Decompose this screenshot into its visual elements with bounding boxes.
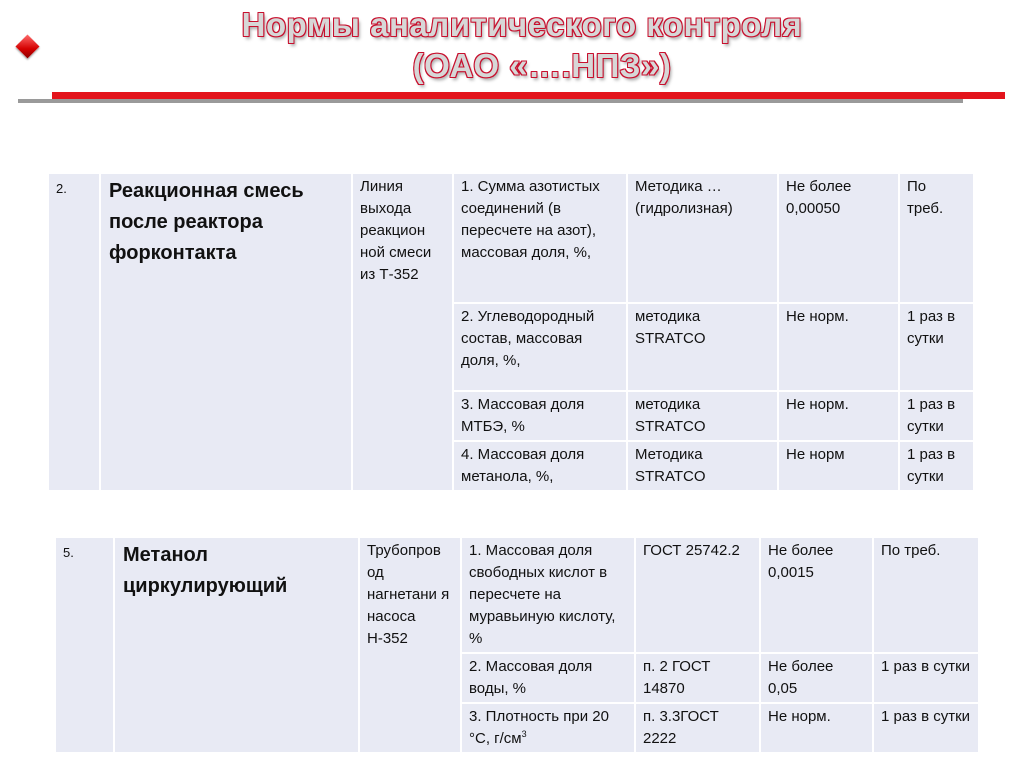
frequency-cell: 1 раз в сутки (899, 391, 974, 441)
method-cell: методика STRATCO (627, 391, 778, 441)
indicator-cell (461, 703, 635, 753)
method-cell: ГОСТ 25742.2 (635, 537, 760, 653)
method-cell: п. 2 ГОСТ 14870 (635, 653, 760, 703)
norm-cell: Не норм. (760, 703, 873, 753)
norm-cell: Не более 0,0015 (760, 537, 873, 653)
norm-cell: Не более 0,00050 (778, 173, 899, 303)
superscript: 3 (521, 729, 527, 739)
indicator-cell: 1. Сумма азотистых соединений (в пересчете на азот), массовая доля, %, (453, 173, 627, 303)
frequency-cell: 1 раз в сутки (899, 303, 974, 391)
control-table-1 (47, 172, 975, 492)
indicator-cell: 4. Массовая доля метанола, %, (453, 441, 627, 491)
title-underline-gray (18, 99, 963, 103)
frequency-cell: По треб. (873, 537, 979, 653)
frequency-cell: 1 раз в сутки (873, 653, 979, 703)
indicator-cell: 3. Массовая доля МТБЭ, % (453, 391, 627, 441)
norm-cell: Не норм. (778, 303, 899, 391)
row-number: 2. (48, 173, 100, 491)
table-row (48, 173, 974, 303)
page-subtitle: (ОАО «….НПЗ») (412, 47, 672, 84)
indicator-text: 3. Плотность при 20 °С, г/см (469, 708, 609, 747)
table-row (55, 537, 979, 653)
sample-name: Реакционная смесь после реактора форконтакта (100, 173, 352, 491)
norm-cell: Не норм. (778, 391, 899, 441)
row-number: 5. (55, 537, 114, 753)
sampling-point: Трубопров од нагнетани я насоса Н-352 (359, 537, 461, 753)
indicator-cell: 2. Углеводородный состав, массовая доля, %, (453, 303, 627, 391)
method-cell: методика STRATCO (627, 303, 778, 391)
sample-name: Метанол циркулирующий (114, 537, 359, 753)
norm-cell: Не норм (778, 441, 899, 491)
control-table-2 (54, 536, 980, 754)
sampling-point: Линия выхода реакцион ной смеси из Т-352 (352, 173, 453, 491)
method-cell: Методика STRATCO (627, 441, 778, 491)
method-cell: Методика … (гидролизная) (627, 173, 778, 303)
method-cell: п. 3.3ГОСТ 2222 (635, 703, 760, 753)
norm-cell: Не более 0,05 (760, 653, 873, 703)
indicator-cell: 2. Массовая доля воды, % (461, 653, 635, 703)
page-title: Нормы аналитического контроля (241, 6, 803, 43)
title-underline-red (52, 92, 1005, 99)
frequency-cell: По треб. (899, 173, 974, 303)
frequency-cell: 1 раз в сутки (873, 703, 979, 753)
indicator-cell: 1. Массовая доля свободных кислот в пересчете на муравьиную кислоту, % (461, 537, 635, 653)
frequency-cell: 1 раз в сутки (899, 441, 974, 491)
